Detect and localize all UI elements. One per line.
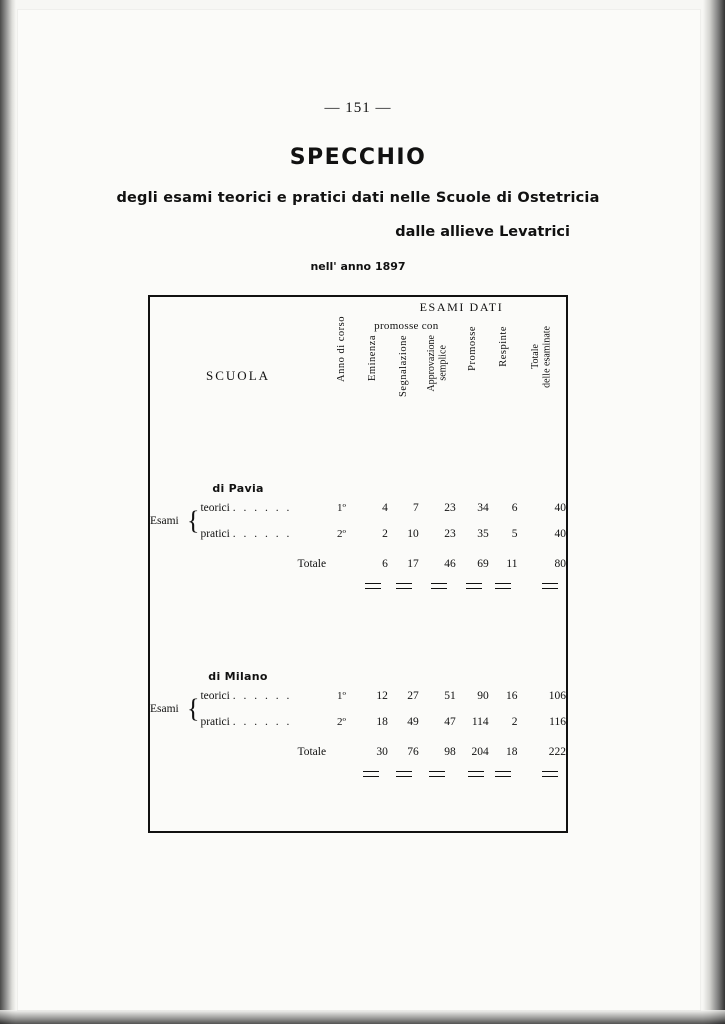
row-dots: . . . . . .: [232, 528, 292, 540]
row-label-cell: [200, 709, 326, 735]
row-label-cell: [200, 683, 326, 709]
brace-decoration: {: [187, 694, 200, 723]
table-header-row-1: [149, 296, 567, 317]
total-respinte: 11: [506, 558, 518, 570]
total-label: Totale: [297, 746, 327, 758]
cell-segnalazione: 7: [412, 502, 419, 514]
section-school-row: [149, 649, 567, 683]
cell-promosse: 90: [477, 690, 489, 702]
cell-eminenza: 12: [376, 690, 388, 702]
page-title: SPECCHIO: [289, 145, 427, 170]
header-totale-esaminate: Totale delle esaminate: [530, 326, 553, 388]
row-anno: 1º: [337, 690, 346, 702]
cell-totale: 116: [549, 716, 566, 728]
row-label: teorici: [200, 502, 230, 514]
table-row: [149, 495, 567, 521]
header-promosse: Promosse: [466, 326, 478, 371]
group-label: Esami: [150, 703, 179, 715]
total-approvazione: 98: [444, 746, 456, 758]
scan-edge-bottom: [0, 1010, 725, 1024]
cell-promosse: 34: [477, 502, 489, 514]
header-segnalazione-cell: [388, 335, 419, 455]
group-label: Esami: [150, 515, 179, 527]
table-wrapper: [148, 295, 568, 833]
total-double-rule-row: [149, 769, 567, 779]
cell-respinte: 16: [506, 690, 518, 702]
table-bottom-space: [149, 779, 567, 832]
table-total-row: [149, 735, 567, 769]
row-label: teorici: [200, 690, 230, 702]
row-dots: . . . . . .: [232, 690, 292, 702]
header-esami-dati: ESAMI DATI: [419, 299, 504, 314]
total-segnalazione: 17: [407, 558, 419, 570]
cell-totale: 40: [554, 528, 566, 540]
cell-approvazione: 23: [444, 502, 456, 514]
total-respinte: 18: [506, 746, 518, 758]
cell-segnalazione: 10: [407, 528, 419, 540]
cell-approvazione: 51: [444, 690, 456, 702]
total-approvazione: 46: [444, 558, 456, 570]
total-totale: 222: [548, 746, 566, 758]
cell-approvazione: 23: [444, 528, 456, 540]
header-approvazione-semplice: Approvazione semplice: [425, 335, 449, 392]
cell-totale: 106: [548, 690, 566, 702]
header-approvazione-semplice-cell: [419, 335, 456, 455]
table-row: [149, 683, 567, 709]
table-row: [149, 709, 567, 735]
cell-respinte: 6: [511, 502, 518, 514]
cell-segnalazione: 27: [407, 690, 419, 702]
row-anno: 2º: [337, 528, 346, 540]
brace-decoration: {: [187, 506, 200, 535]
table-row: [149, 521, 567, 547]
scan-edge-left: [0, 0, 16, 1024]
section-gap: [149, 591, 567, 649]
header-anno-di-corso: Anno di corso: [335, 316, 347, 382]
section-school-row: [149, 455, 567, 495]
header-anno-di-corso-cell: [326, 316, 357, 436]
page-number: — 151 —: [324, 100, 392, 116]
row-label-cell: [200, 521, 326, 547]
cell-totale: 40: [554, 502, 566, 514]
cell-eminenza: 18: [376, 716, 388, 728]
row-dots: . . . . . .: [232, 716, 292, 728]
cell-respinte: 2: [511, 716, 518, 728]
cell-eminenza: 2: [382, 528, 388, 540]
header-totale-esaminate-cell: [518, 326, 567, 446]
header-promosse-cell: [456, 326, 489, 446]
header-eminenza-cell: [357, 335, 388, 455]
total-double-rule-row: [149, 581, 567, 591]
table-total-row: [149, 547, 567, 581]
row-dots: . . . . . .: [232, 502, 292, 514]
header-respinte-cell: [489, 326, 518, 446]
cell-eminenza: 4: [382, 502, 388, 514]
row-anno: 2º: [337, 716, 346, 728]
total-promosse: 69: [477, 558, 489, 570]
row-label-cell: [200, 495, 326, 521]
exams-table: [148, 295, 568, 833]
page-sheet: [18, 10, 700, 1010]
header-eminenza: Eminenza: [366, 335, 378, 381]
school-name: di Pavia: [212, 482, 264, 495]
row-label: pratici: [200, 528, 230, 540]
total-totale: 80: [554, 558, 566, 570]
row-label: pratici: [200, 716, 230, 728]
scan-edge-right: [703, 0, 725, 1024]
header-scuola: SCUOLA: [206, 368, 271, 383]
subtitle-line-2: dalle allieve Levatrici: [395, 224, 570, 240]
subtitle-line-1: degli esami teorici e pratici dati nelle Scuole di Ostetricia: [116, 190, 600, 206]
header-respinte: Respinte: [497, 326, 509, 367]
header-segnalazione: Segnalazione: [397, 335, 409, 397]
cell-approvazione: 47: [444, 716, 456, 728]
header-promosse-con: promosse con: [374, 320, 439, 332]
row-anno: 1º: [337, 502, 346, 514]
total-promosse: 204: [471, 746, 489, 758]
page-content: [78, 100, 638, 833]
total-eminenza: 30: [376, 746, 388, 758]
cell-promosse: 114: [471, 716, 489, 728]
total-label: Totale: [297, 558, 327, 570]
cell-promosse: 35: [477, 528, 489, 540]
cell-segnalazione: 49: [407, 716, 419, 728]
school-name: di Milano: [208, 670, 268, 683]
total-eminenza: 6: [382, 558, 388, 570]
subtitle-line-3: nell' anno 1897: [310, 260, 406, 273]
cell-respinte: 5: [511, 528, 518, 540]
total-segnalazione: 76: [407, 746, 419, 758]
